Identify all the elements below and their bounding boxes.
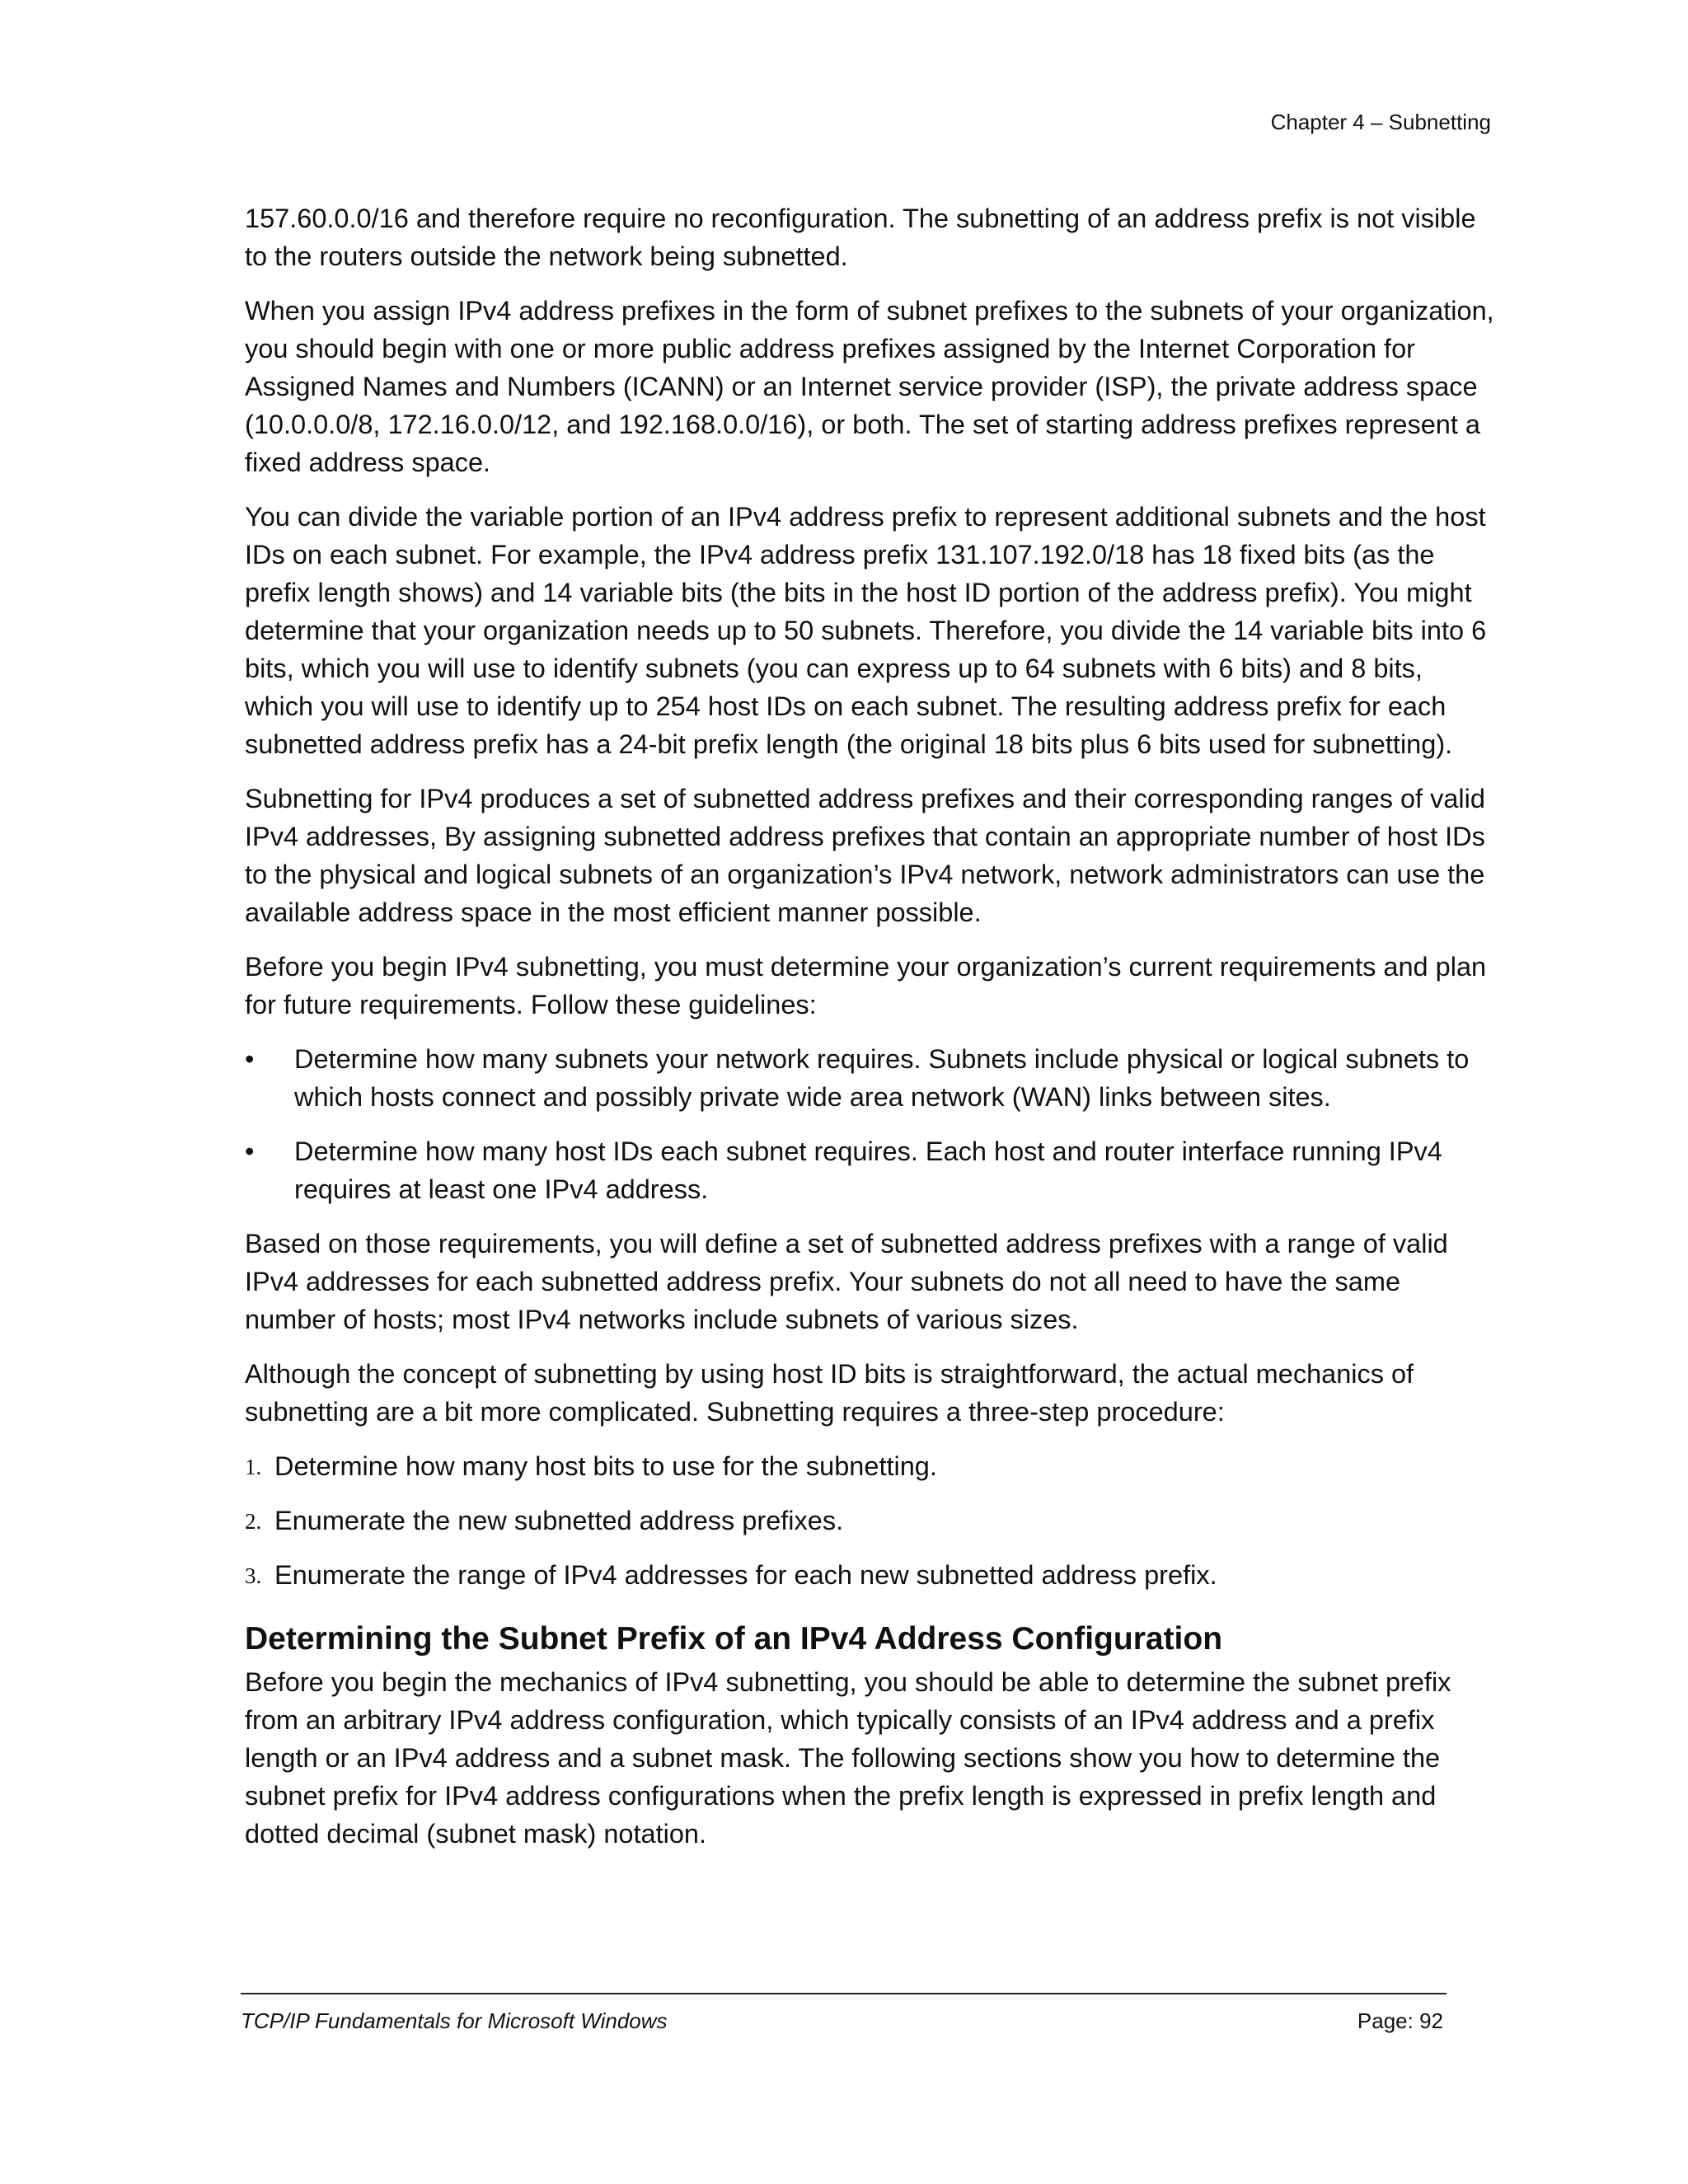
paragraph-4: Subnetting for IPv4 produces a set of subnetted address prefixes and their corresponding ranges of valid IPv4 addresses, By assigning subnetted address prefixes that contain an appropriate number of host IDs to the physical and logical subnets of an organization’s IPv4 network, network administrators can use the available address space in the most efficient manner possible.: [245, 784, 1485, 927]
guidelines-list: [245, 1040, 1498, 1208]
step-text: Enumerate the new subnetted address prefixes.: [274, 1506, 844, 1535]
step-text: Determine how many host bits to use for the subnetting.: [274, 1451, 937, 1481]
list-item: [245, 1502, 1498, 1540]
running-header: Chapter 4 – Subnetting: [1270, 110, 1491, 134]
step-text: Enumerate the range of IPv4 addresses for each new subnetted address prefix.: [274, 1560, 1217, 1590]
paragraph-7: Although the concept of subnetting by using host ID bits is straightforward, the actual mechanics of subnetting are a bit more complicated. Subnetting requires a three-step procedure:: [245, 1359, 1414, 1427]
step-number: 1.: [245, 1455, 262, 1479]
step-number: 2.: [245, 1509, 262, 1534]
footer-divider: [241, 1993, 1447, 1994]
step-number: 3.: [245, 1563, 262, 1588]
list-item-text: Determine how many subnets your network requires. Subnets include physical or logical subnets to which hosts connect and possibly private wide area network (WAN) links between sites.: [294, 1044, 1470, 1112]
list-item-text: Determine how many host IDs each subnet requires. Each host and router interface running IPv4 requires at least one IPv4 address.: [294, 1137, 1442, 1204]
paragraph-5: Before you begin IPv4 subnetting, you must determine your organization’s current requirements and plan for future requirements. Follow these guidelines:: [245, 952, 1487, 1019]
paragraph-1: 157.60.0.0/16 and therefore require no reconfiguration. The subnetting of an address prefix is not visible to the routers outside the network being subnetted.: [245, 204, 1476, 271]
paragraph-6: Based on those requirements, you will define a set of subnetted address prefixes with a range of valid IPv4 addresses for each subnetted address prefix. Your subnets do not all need to have the same number of hosts; most IPv4 networks include subnets of various sizes.: [245, 1229, 1448, 1334]
list-item: [245, 1132, 1498, 1208]
bullet-icon: •: [245, 1044, 255, 1074]
footer-page-number: Page: 92: [1357, 2008, 1443, 2033]
procedure-steps: [245, 1447, 1498, 1594]
paragraph-8: Before you begin the mechanics of IPv4 subnetting, you should be able to determine the subnet prefix from an arbitrary IPv4 address configuration, which typically consists of an IPv4 address and a prefix length or an IPv4 address and a subnet mask. The following sections show you how to determine the subnet prefix for IPv4 address configurations when the prefix length is expressed in prefix length and dotted decimal (subnet mask) notation.: [245, 1667, 1451, 1849]
list-item: [245, 1556, 1498, 1594]
section-heading: Determining the Subnet Prefix of an IPv4 Address Configuration: [245, 1621, 1223, 1657]
list-item: [245, 1447, 1498, 1485]
paragraph-2: When you assign IPv4 address prefixes in the form of subnet prefixes to the subnets of your organization, you should begin with one or more public address prefixes assigned by the Internet Corporation for Assigned Names and Numbers (ICANN) or an Internet service provider (ISP), the private address space (10.0.0.0/8, 172.16.0.0/12, and 192.168.0.0/16), or both. The set of starting address prefixes represent a fixed address space.: [245, 296, 1494, 477]
list-item: [245, 1040, 1498, 1116]
bullet-icon: •: [245, 1137, 255, 1166]
page-body: [245, 199, 1498, 1869]
paragraph-3: You can divide the variable portion of an IPv4 address prefix to represent additional subnets and the host IDs on each subnet. For example, the IPv4 address prefix 131.107.192.0/18 has 18 fixed bits (as the prefix length shows) and 14 variable bits (the bits in the host ID portion of the address prefix). You might determine that your organization needs up to 50 subnets. Therefore, you divide the 14 variable bits into 6 bits, which you will use to identify subnets (you can express up to 64 subnets with 6 bits) and 8 bits, which you will use to identify up to 254 host IDs on each subnet. The resulting address prefix for each subnetted address prefix has a 24-bit prefix length (the original 18 bits plus 6 bits used for subnetting).: [245, 502, 1487, 759]
footer-book-title: TCP/IP Fundamentals for Microsoft Windows: [241, 2008, 668, 2033]
